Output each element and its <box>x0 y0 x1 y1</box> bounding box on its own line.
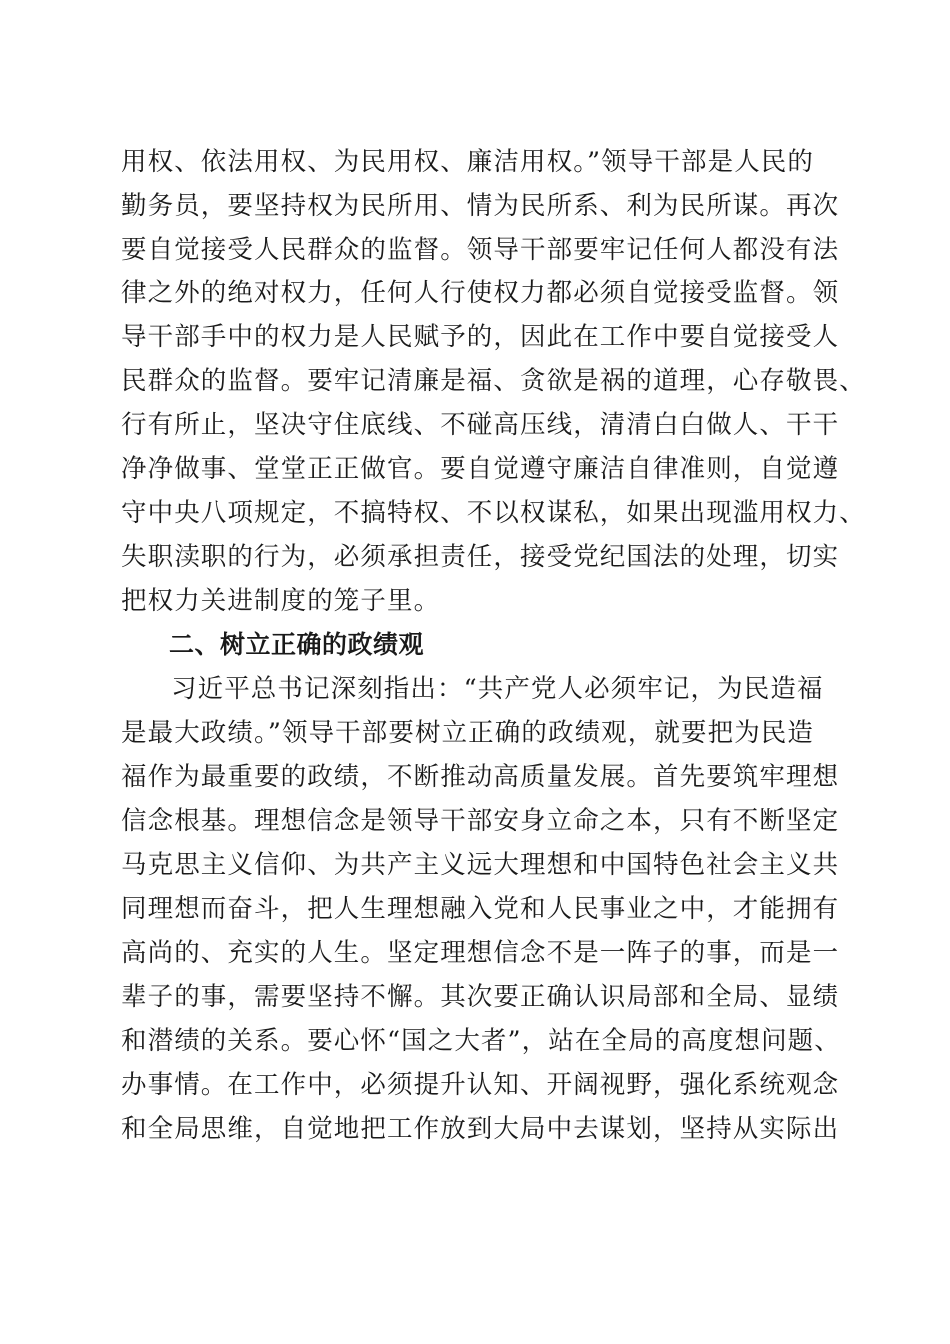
body-line: 律之外的绝对权力，任何人行使权力都必须自觉接受监督。领 <box>121 278 840 308</box>
body-line: 是最大政绩。”领导干部要树立正确的政绩观，就要把为民造 <box>121 718 814 748</box>
body-line: 信念根基。理想信念是领导干部安身立命之本，只有不断坚定 <box>121 806 840 836</box>
body-line: 导干部手中的权力是人民赋予的，因此在工作中要自觉接受人 <box>121 322 840 352</box>
body-line: 马克思主义信仰、为共产主义远大理想和中国特色社会主义共 <box>121 850 840 880</box>
section-heading: 二、树立正确的政绩观 <box>169 630 425 659</box>
body-line: 净净做事、堂堂正正做官。要自觉遵守廉洁自律准则，自觉遵 <box>121 454 840 484</box>
body-line: 和全局思维，自觉地把工作放到大局中去谋划，坚持从实际出 <box>121 1114 840 1144</box>
body-line: 守中央八项规定，不搞特权、不以权谋私，如果出现滥用权力、 <box>121 498 866 528</box>
body-line: 民群众的监督。要牢记清廉是福、贪欲是祸的道理，心存敬畏、 <box>121 366 866 396</box>
body-line: 同理想而奋斗，把人生理想融入党和人民事业之中，才能拥有 <box>121 894 840 924</box>
body-line: 和潜绩的关系。要心怀“国之大者”，站在全局的高度想问题、 <box>121 1026 841 1056</box>
body-line: 行有所止，坚决守住底线、不碰高压线，清清白白做人、干干 <box>121 410 840 440</box>
body-line: 办事情。在工作中，必须提升认知、开阔视野，强化系统观念 <box>121 1070 840 1100</box>
body-line: 把权力关进制度的笼子里。 <box>121 586 441 616</box>
body-line: 用权、依法用权、为民用权、廉洁用权。”领导干部是人民的 <box>121 147 814 177</box>
body-line: 勤务员，要坚持权为民所用、情为民所系、利为民所谋。再次 <box>121 191 840 221</box>
body-line: 要自觉接受人民群众的监督。领导干部要牢记任何人都没有法 <box>121 235 840 265</box>
body-line: 失职渎职的行为，必须承担责任，接受党纪国法的处理，切实 <box>121 542 840 572</box>
body-line: 习近平总书记深刻指出：“共产党人必须牢记，为民造福 <box>171 674 824 704</box>
body-line: 辈子的事，需要坚持不懈。其次要正确认识局部和全局、显绩 <box>121 982 840 1012</box>
body-line: 高尚的、充实的人生。坚定理想信念不是一阵子的事，而是一 <box>121 938 840 968</box>
body-line: 福作为最重要的政绩，不断推动高质量发展。首先要筑牢理想 <box>121 762 840 792</box>
